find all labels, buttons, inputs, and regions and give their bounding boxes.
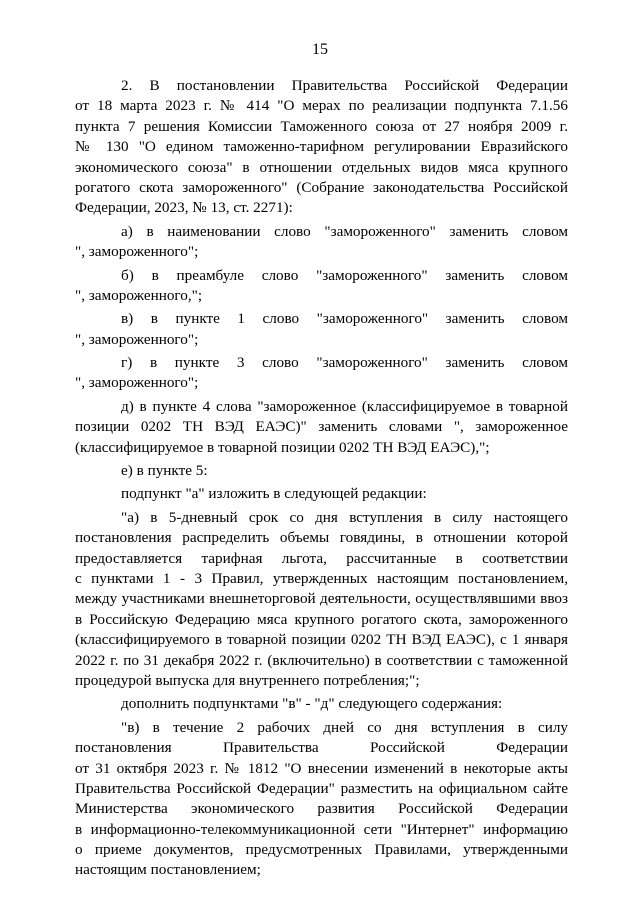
- text-line: ", замороженного";: [75, 374, 199, 392]
- text-line: постановления распределить объемы говядины, в отношении которой: [75, 529, 568, 547]
- text-line: "в) в течение 2 рабочих дней со дня вступления в силу: [121, 718, 568, 736]
- text-line: Правительства Российской Федерации" разместить на официальном сайте: [75, 779, 568, 797]
- page-number: 15: [312, 41, 328, 58]
- text-line: ", замороженного";: [75, 243, 199, 261]
- text-line: позиции 0202 ТН ВЭД ЕАЭС)" заменить словами ", замороженное: [75, 418, 568, 436]
- paragraph: [75, 397, 568, 458]
- text-line: "а) в 5-дневный срок со дня вступления в силу настоящего: [121, 508, 568, 526]
- text-line: Федерации, 2023, № 13, ст. 2271):: [75, 199, 293, 217]
- text-line: д) в пункте 4 слова "замороженное (классифицируемое в товарной: [121, 397, 568, 415]
- text-line: 2022 г. по 31 декабря 2022 г. (включительно) в соответствии с таможенной: [75, 651, 568, 669]
- text-line: от 31 октября 2023 г. № 1812 "О внесении изменений в некоторые акты: [75, 759, 568, 777]
- text-line: е) в пункте 5:: [121, 462, 208, 480]
- text-line: Министерства экономического развития Российской Федерации: [75, 800, 568, 818]
- text-line: а) в наименовании слово "замороженного" заменить словом: [121, 222, 568, 240]
- paragraph: [75, 461, 568, 481]
- text-line: ", замороженного";: [75, 330, 199, 348]
- paragraph: [75, 266, 568, 307]
- text-line: экономического союза" в отношении отдельных видов мяса крупного: [75, 158, 568, 176]
- text-line: № 130 "О едином таможенно-тарифном регулировании Евразийского: [75, 138, 568, 156]
- text-line: пункта 7 решения Комиссии Таможенного союза от 27 ноября 2009 г.: [75, 117, 568, 135]
- text-line: дополнить подпунктами "в" - "д" следующего содержания:: [121, 695, 503, 713]
- text-line: в Российскую Федерацию мяса крупного рогатого скота, замороженного: [75, 610, 568, 628]
- text-line: постановления Правительства Российской Федерации: [75, 739, 568, 757]
- text-line: подпункт "а" изложить в следующей редакции:: [121, 485, 427, 503]
- text-line: о приеме документов, предусмотренных Правилами, утвержденными: [75, 841, 568, 859]
- text-line: с пунктами 1 - 3 Правил, утвержденных настоящим постановлением,: [75, 569, 568, 587]
- text-line: в информационно-телекоммуникационной сети "Интернет" информацию: [75, 820, 568, 838]
- paragraph: [75, 309, 568, 350]
- text-line: рогатого скота замороженного" (Собрание законодательства Российской: [75, 178, 568, 196]
- paragraph: [75, 718, 568, 881]
- paragraph: [75, 508, 568, 692]
- text-line: в) в пункте 1 слово "замороженного" заменить словом: [121, 310, 568, 328]
- text-line: б) в преамбуле слово "замороженного" заменить словом: [121, 266, 568, 284]
- paragraph: [75, 353, 568, 394]
- text-line: г) в пункте 3 слово "замороженного" заменить словом: [121, 354, 568, 372]
- document-body: [75, 76, 568, 881]
- paragraph: [75, 694, 568, 714]
- text-line: (классифицируемое в товарной позиции 0202 ТН ВЭД ЕАЭС),";: [75, 438, 490, 456]
- text-line: предоставляется тарифная льгота, рассчитанные в соответствии: [75, 549, 568, 567]
- text-line: настоящим постановлением;: [75, 861, 261, 879]
- paragraph: [75, 76, 568, 219]
- text-line: 2. В постановлении Правительства Российской Федерации: [121, 77, 568, 94]
- text-line: между участниками внешнеторговой деятельности, осуществлявшими ввоз: [75, 590, 568, 608]
- text-line: ", замороженного,";: [75, 286, 203, 304]
- paragraph: [75, 222, 568, 263]
- text-line: (классифицируемого в товарной позиции 0202 ТН ВЭД ЕАЭС), с 1 января: [75, 631, 568, 649]
- text-line: от 18 марта 2023 г. № 414 "О мерах по реализации подпункта 7.1.56: [75, 97, 568, 115]
- paragraph: [75, 484, 568, 504]
- text-line: процедурой выпуска для внутреннего потребления;";: [75, 671, 420, 689]
